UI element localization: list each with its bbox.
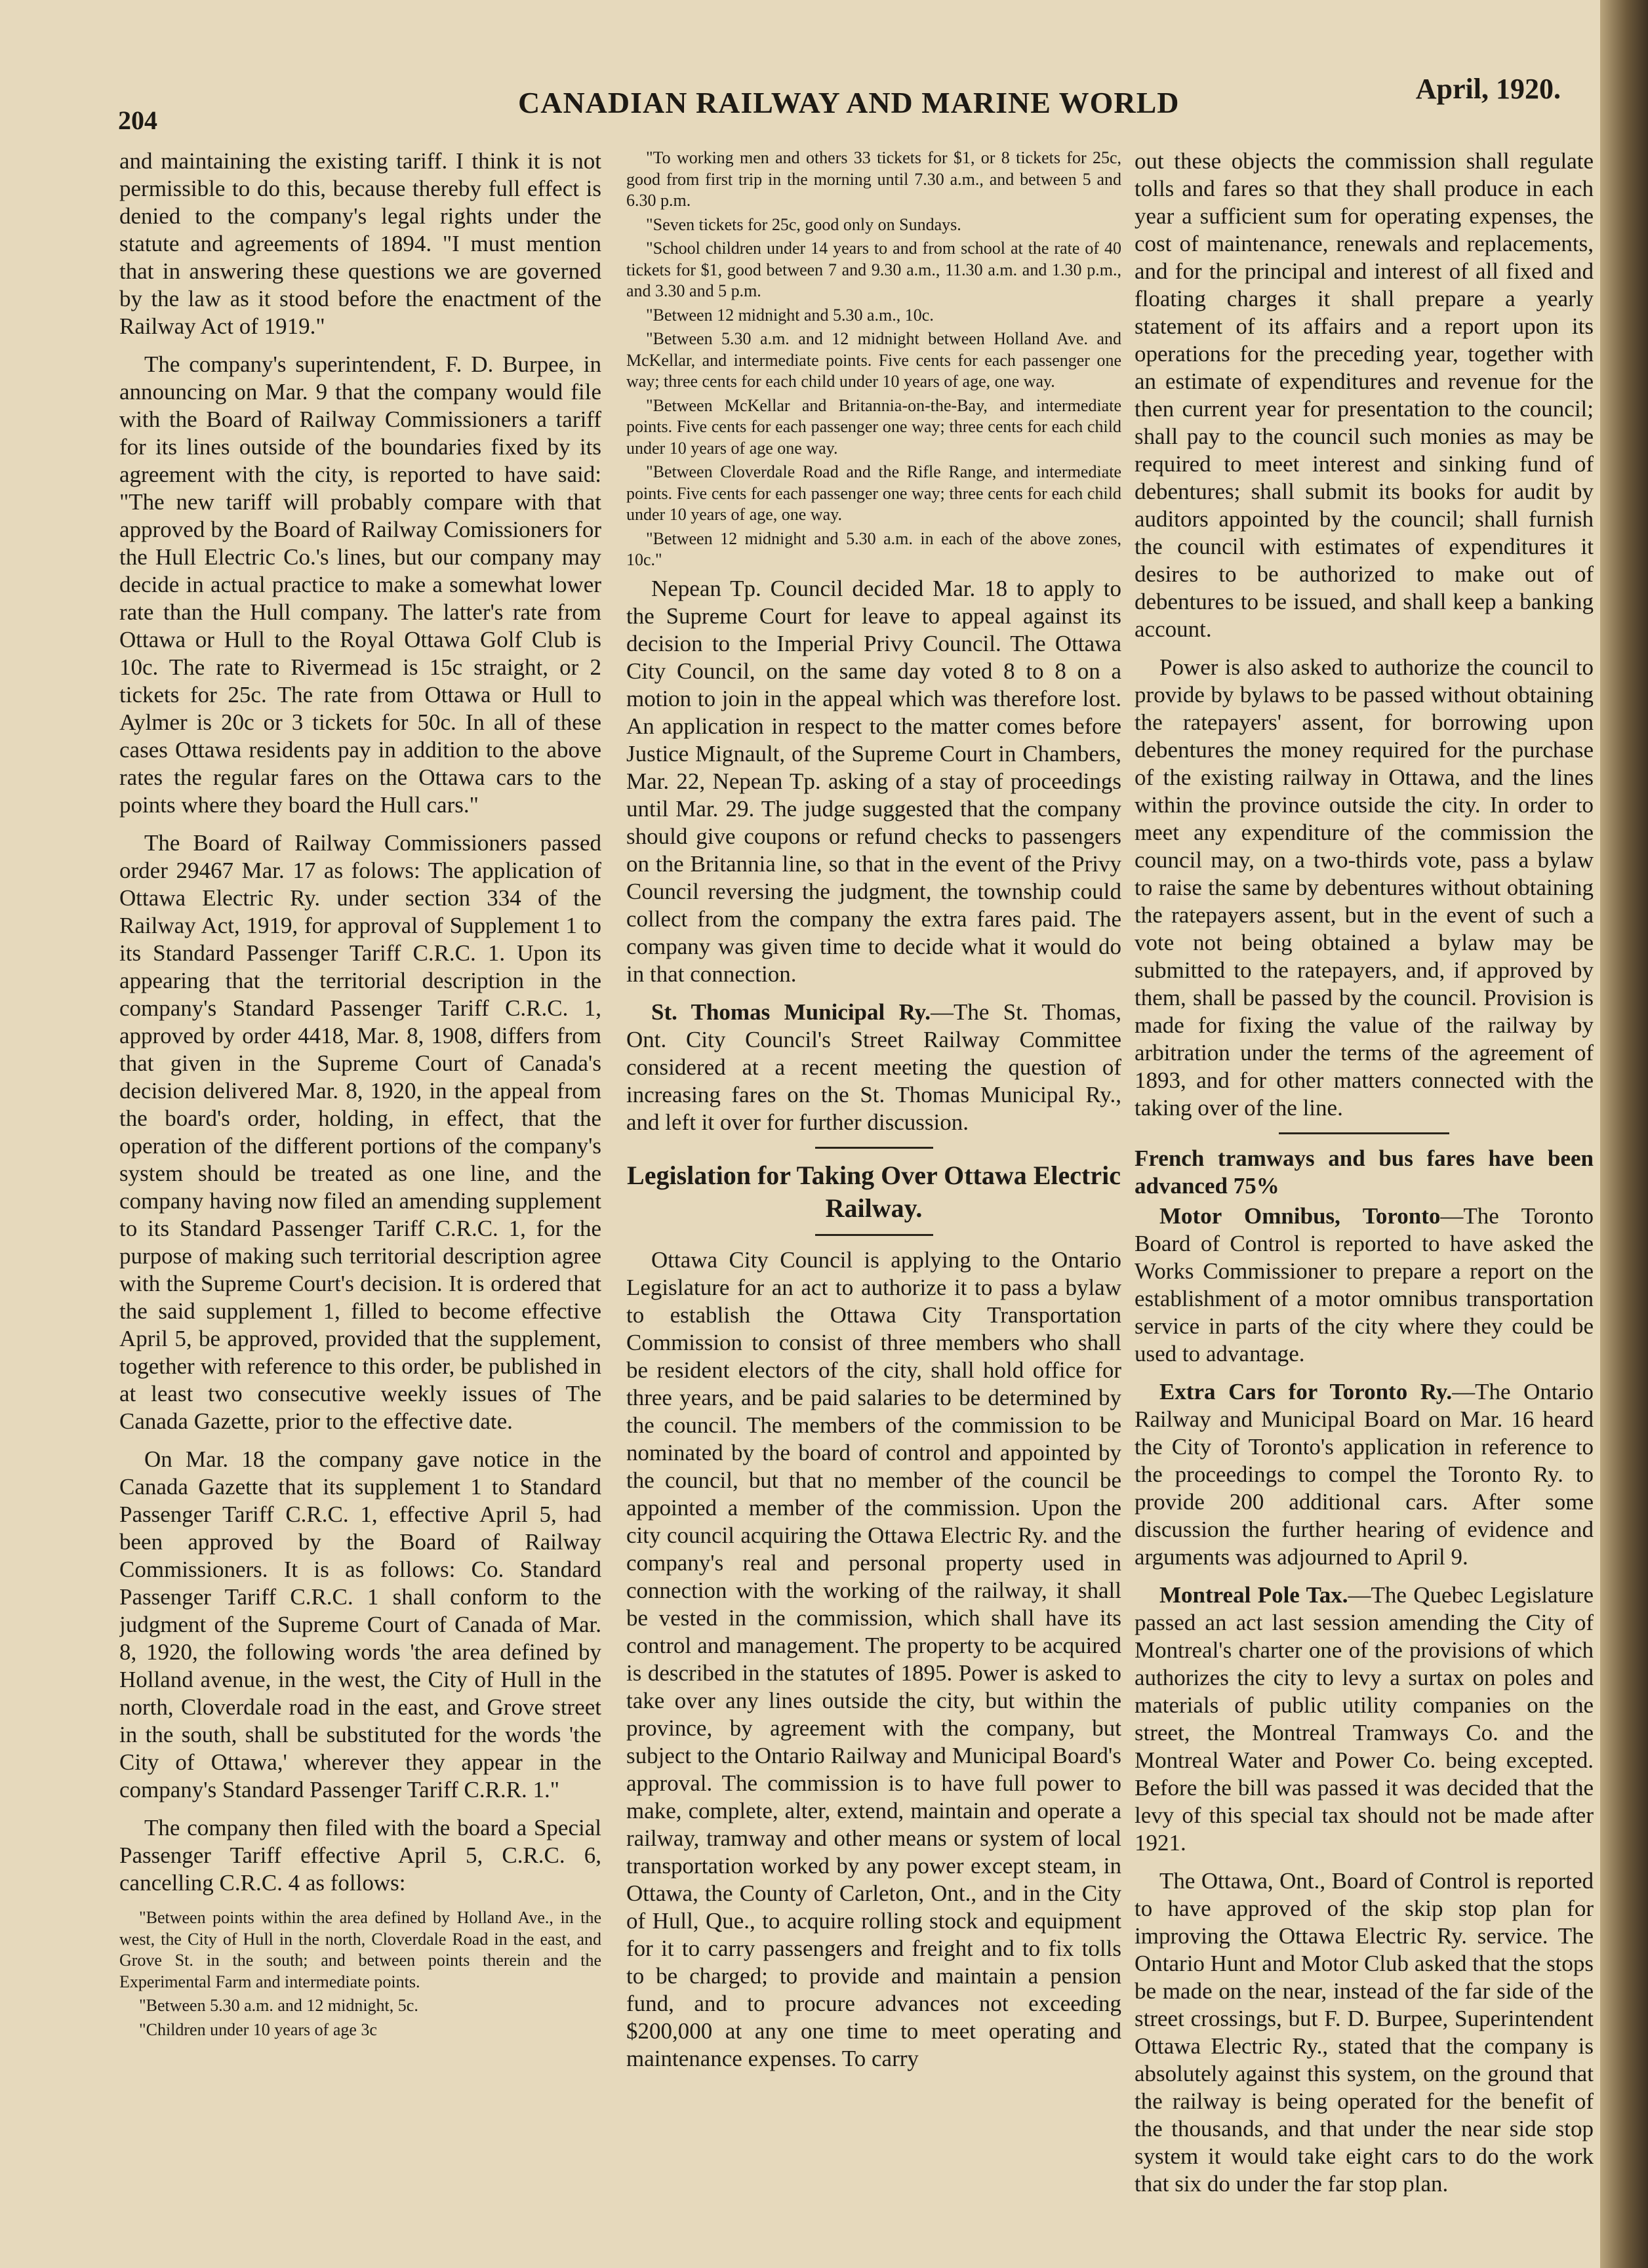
tariff-item: "To working men and others 33 tickets for $1, or 8 tickets for 25c, good from first trip in the morning until 7.30 a.m., and between 5 and 6.30 p.m.	[626, 148, 1121, 210]
divider	[1279, 1132, 1449, 1134]
tariff-item: "School children under 14 years to and from school at the rate of 40 tickets for $1, good between 7 and 9.30 a.m., 11.30 a.m. and 1.30 p.m., and 3.30 and 5 p.m.	[626, 239, 1121, 300]
tariff-item: "Between 12 midnight and 5.30 a.m. in each of the above zones, 10c."	[626, 528, 1121, 569]
paragraph	[1135, 1203, 1594, 1368]
run-in-heading: Montreal Pole Tax.	[1159, 1582, 1348, 1608]
tariff-item: "Between McKellar and Britannia-on-the-Bay, and intermediate points. Five cents for each passenger one way; three cents for each child under 10 years of age one way.	[626, 395, 1121, 458]
paragraph: and maintaining the existing tariff. I think it is not permissible to do this, because thereby full effect is denied to the company's legal rights under the statute and agreements of 1894. "I must mention that in answering these questions we are governed by the law as it stood before the enactment of the Railway Act of 1919."	[119, 148, 601, 339]
run-in-heading: Extra Cars for Toronto Ry.	[1159, 1379, 1453, 1404]
paragraph	[1135, 1582, 1594, 1857]
tariff-item: "Seven tickets for 25c, good only on Sundays.	[646, 214, 961, 234]
paragraph-body: —The St. Thomas, Ont. City Council's Street Railway Committee considered at a recent meeting the question of increasing fares on the St. Thomas Municipal Ry., and left it over for further discussion.	[626, 999, 1121, 1135]
divider	[815, 1234, 933, 1236]
paragraph: The Board of Railway Commissioners passed order 29467 Mar. 17 as folows: The application of Ottawa Electric Ry. under section 334 of the Railway Act, 1919, for approval of Supplement 1 to its Standard Passenger Tariff C.R.C. 1. Upon its appearing that the territorial description in the company's Standard Passenger Tariff C.R.C. 1, approved by order 4418, Mar. 8, 1908, differs from that given in the Supreme Court of Canada's decision delivered Mar. 8, 1920, in the appeal from the board's order, holding, in effect, that the operation of the different portions of the company's system should be treated as one line, and the company having now filed an amending supplement to its Standard Passenger Tariff C.R.C. 1, for the purpose of making such territorial description agree with the Supreme Court's decision. It is ordered that the said supplement 1, filled to become effective April 5, be approved, provided that the supplement, together with reference to this order, be published in at least two consecutive weekly issues of The Canada Gazette, prior to the effective date.	[119, 830, 601, 1434]
paragraph: The company then filed with the board a Special Passenger Tariff effective April 5, C.R.C. 6, cancelling C.R.C. 4 as follows:	[119, 1815, 601, 1896]
paragraph: Nepean Tp. Council decided Mar. 18 to apply to the Supreme Court for leave to appeal against its decision to the Imperial Privy Council. The Ottawa City Council, on the same day voted 8 to 8 on a motion to join in the appeal which was therefore lost. An application in respect to the matter comes before Justice Mignault, of the Supreme Court in Chambers, Mar. 22, Nepean Tp. asking of a stay of proceedings until Mar. 29. The judge suggested that the company should give coupons or refund checks to passengers on the Britannia line, so that in the event of the Privy Council reversing the judgment, the township could collect from the company the extra fares paid. The company was given time to decide what it would do in that connection.	[626, 575, 1121, 987]
divider	[815, 1147, 933, 1149]
article-headline: Legislation for Taking Over Ottawa Electric Railway.	[627, 1160, 1121, 1223]
paragraph	[626, 999, 1121, 1136]
tariff-schedule-continued	[626, 148, 1121, 571]
tariff-item: "Between 5.30 a.m. and 12 midnight, 5c.	[139, 1996, 418, 2015]
paragraph: On Mar. 18 the company gave notice in the Canada Gazette that its supplement 1 to Standard Passenger Tariff C.R.C. 1, effective April 5, had been approved by the Board of Railway Commissioners. It is as follows: Co. Standard Passenger Tariff C.R.C. 1 shall conform to the judgment of the Supreme Court of Canada of Mar. 8, 1920, the following words 'the area defined by Holland avenue, in the west, the City of Hull in the north, Cloverdale road in the east, and Grove street in the south, shall be substituted for the words 'the City of Ottawa,' wherever they appear in the company's Standard Passenger Tariff C.R.R. 1."	[119, 1446, 601, 1802]
issue-date: April, 1920.	[1415, 73, 1561, 105]
paragraph: The company's superintendent, F. D. Burpee, in announcing on Mar. 9 that the company would file with the Board of Railway Commissioners a tariff for its lines outside of the boundaries fixed by its agreement with the city, is reported to have said: "The new tariff will probably compare with that approved by the Board of Railway Comissioners for the Hull Electric Co.'s lines, but our company may decide in actual practice to make a somewhat lower rate than the Hull company. The latter's rate from Ottawa or Hull to the Royal Ottawa Golf Club is 10c. The rate to Rivermead is 15c straight, or 2 tickets for 25c. The rate from Ottawa or Hull to Aylmer is 20c or 3 tickets for 50c. In all of these cases Ottawa residents pay in addition to the above rates the regular fares on the Ottawa cars to the points where they board the Hull cars."	[119, 351, 601, 818]
paragraph: out these objects the commission shall regulate tolls and fares so that they shall produce in each year a sufficient sum for operating expenses, the cost of maintenance, renewals and replacements, and for the principal and interest of all fixed and floating charges it shall prepare a yearly statement of its affairs and a report upon its operations for the preceding year, together with an estimate of expenditures and revenue for the then current year for presentation to the council; shall pay to the council such monies as may be required to meet interest and sinking fund of debentures; shall submit its books for audit by auditors appointed by the council; shall furnish the council with estimates of expenditures it desires to be authorized to make out of debentures to be issued, and shall keep a banking account.	[1135, 148, 1594, 642]
paragraph-body: —The Toronto Board of Control is reported to have asked the Works Commissioner to prepare a report on the establishment of a motor omnibus transportation service in parts of the city where they could be used to advantage.	[1135, 1203, 1594, 1366]
publication-title: CANADIAN RAILWAY AND MARINE WORLD	[518, 86, 1180, 119]
tariff-item: "Between 5.30 a.m. and 12 midnight between Holland Ave. and McKellar, and intermediate points. Five cents for each passenger one way; three cents for each child under 10 years of age, one way.	[626, 329, 1121, 391]
tariff-schedule	[119, 1907, 601, 2040]
column-3	[1135, 148, 1594, 2233]
tariff-item: "Children under 10 years of age 3c	[139, 2019, 377, 2039]
paragraph: Ottawa City Council is applying to the Ontario Legislature for an act to authorize it to pass a bylaw to establish the Ottawa City Transportation Commission to consist of three members who shall be resident electors of the city, shall hold office for three years, and be paid salaries to be determined by the council. The members of the commission to be nominated by the board of control and appointed by the council, but that no member of the council be appointed a member of the commission. Upon the city council acquiring the Ottawa Electric Ry. and the company's real and personal property used in connection with the working of the railway, it shall be vested in the commission, which shall have its control and management. The property to be acquired is described in the statutes of 1895. Power is asked to take over any lines outside the city, but within the province, by agreement with the company, but subject to the Ontario Railway and Municipal Board's approval. The commission is to have full power to make, complete, alter, extend, maintain and operate a railway, tramway and other means or system of local transportation worked by any power except steam, in Ottawa, the County of Carleton, Ont., and in the City of Hull, Que., to acquire rolling stock and equipment for it to carry passengers and freight and to fix tolls to be charged; to provide and maintain a pension fund, and to procure advances not exceeding $200,000 at any one time to meet operating and maintenance expenses. To carry	[626, 1246, 1121, 2071]
column-2	[626, 148, 1121, 2233]
run-in-heading: St. Thomas Municipal Ry.	[651, 999, 931, 1025]
news-brief-heading: French tramways and bus fares have been advanced 75%	[1135, 1145, 1594, 1199]
column-1	[119, 148, 601, 2233]
tariff-item: "Between 12 midnight and 5.30 a.m., 10c.	[646, 305, 934, 325]
page-number: 204	[118, 106, 157, 135]
paragraph	[1135, 1378, 1594, 1571]
paragraph-body: —The Ontario Railway and Municipal Board on Mar. 16 heard the City of Toronto's application in reference to the proceedings to compel the Toronto Ry. to provide 200 additional cars. After some discussion the further hearing of evidence and arguments was adjourned to April 9.	[1135, 1379, 1594, 1570]
paragraph-body: —The Quebec Legislature passed an act last session amending the City of Montreal's charter one of the provisions of which authorizes the city to levy a surtax on poles and materials of public utility companies on the street, the Montreal Tramways Co. and the Montreal Water and Power Co. being excepted. Before the bill was passed it was decided that the levy of this special tax should not be made after 1921.	[1135, 1582, 1594, 1856]
binding-edge	[1600, 0, 1648, 2268]
paragraph: The Ottawa, Ont., Board of Control is reported to have approved of the skip stop plan for improving the Ottawa Electric Ry. service. The Ontario Hunt and Motor Club asked that the stops be made on the near, instead of the far side of the street crossings, but F. D. Burpee, Superintendent Ottawa Electric Ry., stated that the company is absolutely against this system, on the ground that the railway is being operated for the benefit of the thousands, and that under the near side stop system it would take eight cars to do the work that six do under the far stop plan.	[1135, 1868, 1594, 2197]
run-in-heading: Motor Omnibus, Toronto	[1159, 1203, 1441, 1229]
page-header	[118, 66, 1587, 138]
tariff-item: "Between points within the area defined by Holland Ave., in the west, the City of Hull in the north, Cloverdale Road in the east, and Grove St. in the south; and between points therein and the Experimental Farm and intermediate points.	[119, 1908, 601, 1991]
tariff-item: "Between Cloverdale Road and the Rifle Range, and intermediate points. Five cents for each passenger one way; three cents for each child under 10 years of age, one way.	[626, 462, 1121, 524]
paragraph: Power is also asked to authorize the council to provide by bylaws to be passed without obtaining the ratepayers' assent, for borrowing upon debentures the money required for the purchase of the existing railway in Ottawa, and the lines within the province outside the city. In order to meet any expenditure of the commission the council may, on a two-thirds vote, pass a bylaw to raise the same by debentures without obtaining the ratepayers assent, but in the event of such a vote not being obtained a bylaw may be submitted to the ratepayers, and, if approved by them, shall be passed by the council. Provision is made for fixing the value of the railway by arbitration under the terms of the agreement of 1893, and for other matters connected with the taking over of the line.	[1135, 654, 1594, 1121]
